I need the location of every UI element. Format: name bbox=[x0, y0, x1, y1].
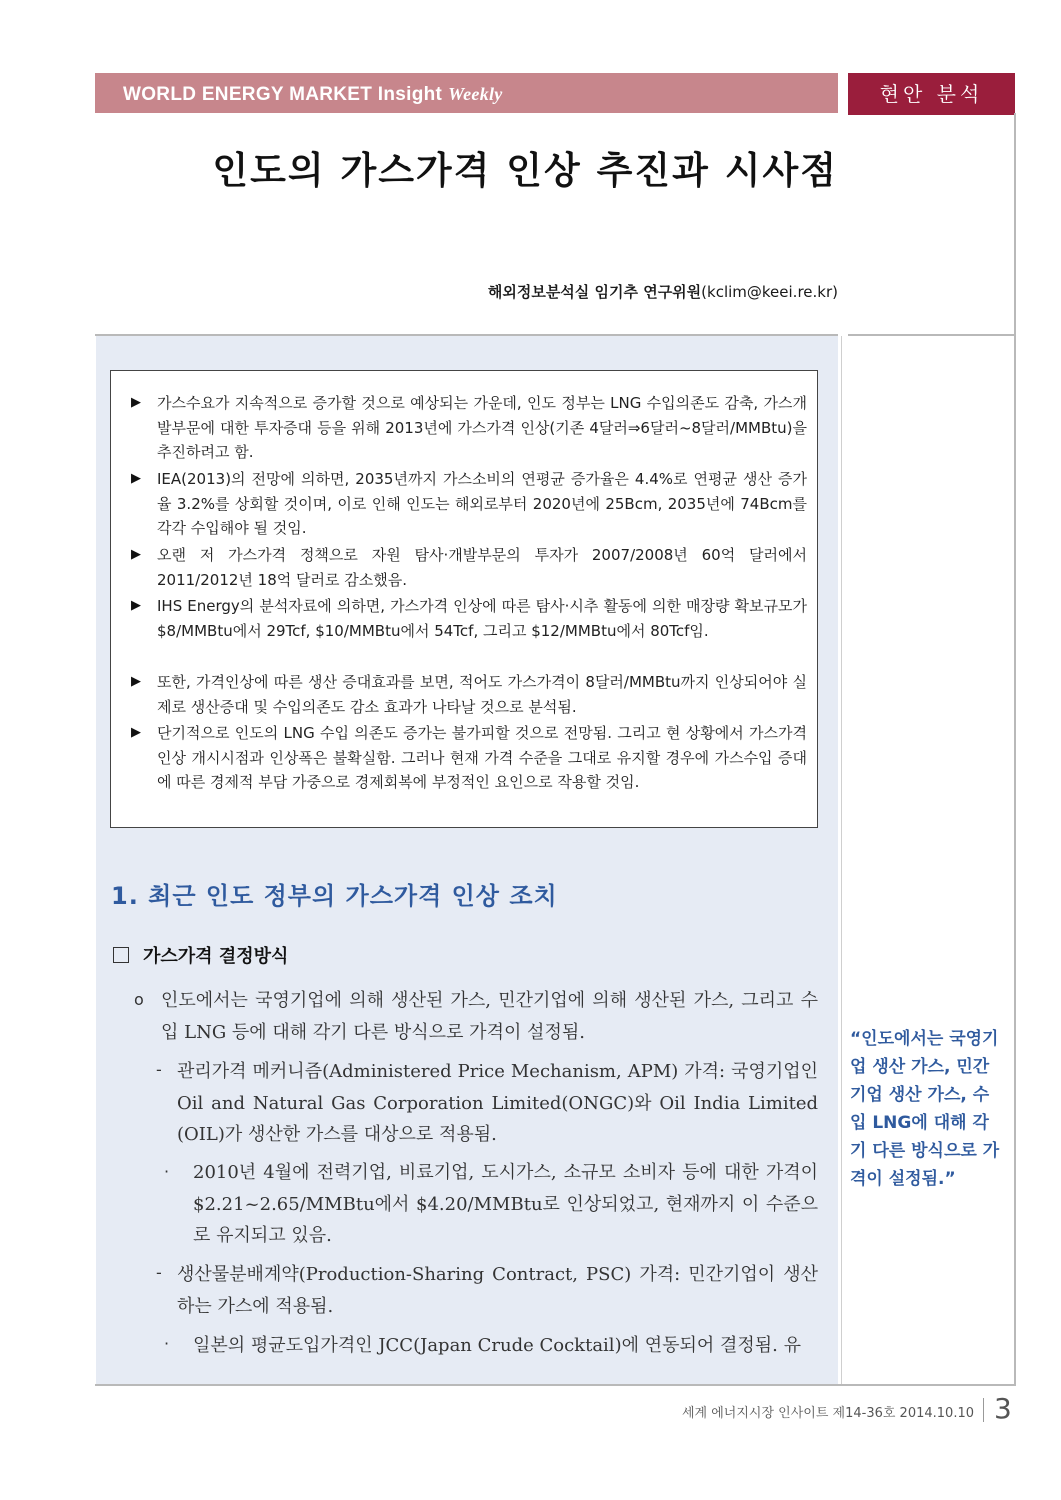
checkbox-square-icon bbox=[113, 947, 129, 963]
summary-item: ▶ IEA(2013)의 전망에 의하면, 2035년까지 가스소비의 연평균 증가율은 4.4%로 연평균 생산 증가율 3.2%를 상회할 것이며, 이로 인해 인도는 해외로부터 2020년에 25Bcm, 2035년에 74Bcm를 각각 수입해야 될 것임. bbox=[131, 467, 807, 541]
header-weekly: Weekly bbox=[448, 84, 503, 104]
paragraph-1: 인도에서는 국영기업에 의해 생산된 가스, 민간기업에 의해 생산된 가스, 그리고 수입 LNG 등에 대해 각기 다른 방식으로 가격이 설정됨. bbox=[161, 990, 818, 1043]
dot-bullet: · bbox=[164, 1162, 170, 1181]
paragraph-2: 관리가격 메커니즘(Administered Price Mechanism, APM) 가격: 국영기업인 Oil and Natural Gas Corporation Limited(ONGC)와 Oil India Limited (OIL)가 생산한 가스를 대상으로 적용됨. bbox=[177, 1061, 818, 1145]
paragraph-5: 일본의 평균도입가격인 JCC(Japan Crude Cocktail)에 연동되어 결정됨. 유 bbox=[193, 1335, 801, 1356]
divider-top-right bbox=[848, 334, 1016, 336]
summary-box bbox=[110, 370, 818, 828]
summary-item: ▶ 오랜 저 가스가격 정책으로 자원 탐사·개발부문의 투자가 2007/2008년 60억 달러에서 2011/2012년 18억 달러로 감소했음. bbox=[131, 543, 807, 592]
summary-item: ▶ 가스수요가 지속적으로 증가할 것으로 예상되는 가운데, 인도 정부는 LNG 수입의존도 감축, 가스개발부문에 대한 투자증대 등을 위해 2013년에 가스가격 인상(기존 4달러⇒6달러~8달러/MMBtu)을 추진하려고 함. bbox=[131, 391, 807, 465]
triangle-bullet-icon: ▶ bbox=[131, 395, 141, 410]
author-name: 해외정보분석실 임기추 연구위원 bbox=[487, 283, 702, 301]
subsection-heading: 가스가격 결정방식 bbox=[113, 942, 288, 968]
header-title: WORLD ENERGY MARKET Insight Weekly bbox=[123, 84, 503, 105]
dash-bullet: - bbox=[156, 1060, 162, 1079]
summary-item: ▶ 또한, 가격인상에 따른 생산 증대효과를 보면, 적어도 가스가격이 8달러/MMBtu까지 인상되어야 실제로 생산증대 및 수입의존도 감소 효과가 나타날 것으로 분석됨. bbox=[131, 670, 807, 719]
page-number: 3 bbox=[994, 1392, 1012, 1425]
section-heading: 1. 최근 인도 정부의 가스가격 인상 조치 bbox=[111, 882, 558, 910]
right-frame-line bbox=[1014, 113, 1016, 1385]
triangle-bullet-icon: ▶ bbox=[131, 598, 141, 613]
triangle-bullet-icon: ▶ bbox=[131, 674, 141, 689]
circle-bullet-icon: o bbox=[134, 990, 144, 1009]
divider-bottom bbox=[95, 1384, 1016, 1386]
column-separator bbox=[841, 336, 842, 1384]
page-title: 인도의 가스가격 인상 추진과 시사점 bbox=[212, 149, 838, 192]
footer-separator bbox=[983, 1398, 984, 1422]
author-email: (kclim@keei.re.kr) bbox=[701, 283, 838, 301]
triangle-bullet-icon: ▶ bbox=[131, 471, 141, 486]
triangle-bullet-icon: ▶ bbox=[131, 725, 141, 740]
pull-quote: “인도에서는 국영기업 생산 가스, 민간기업 생산 가스, 수입 LNG에 대해 각기 다른 방식으로 가격이 설정됨.” bbox=[850, 1029, 1000, 1189]
triangle-bullet-icon: ▶ bbox=[131, 547, 141, 562]
footer-issue: 세계 에너지시장 인사이트 제14-36호 2014.10.10 bbox=[682, 1406, 974, 1421]
section-tag: 현안 분석 bbox=[848, 73, 1015, 115]
author-line bbox=[96, 281, 838, 302]
summary-item: ▶ IHS Energy의 분석자료에 의하면, 가스가격 인상에 따른 탐사·시추 활동에 의한 매장량 확보규모가 $8/MMBtu에서 29Tcf, $10/MMBtu에서 54Tcf, 그리고 $12/MMBtu에서 80Tcf임. bbox=[131, 594, 807, 643]
paragraph-4: 생산물분배계약(Production-Sharing Contract, PSC) 가격: 민간기업이 생산하는 가스에 적용됨. bbox=[177, 1264, 818, 1317]
dash-bullet: - bbox=[156, 1263, 162, 1282]
dot-bullet: · bbox=[164, 1334, 170, 1353]
paragraph-3: 2010년 4월에 전력기업, 비료기업, 도시가스, 소규모 소비자 등에 대한 가격이 $2.21~2.65/MMBtu에서 $4.20/MMBtu로 인상되었고, 현재까지 이 수준으로 유지되고 있음. bbox=[193, 1162, 818, 1246]
summary-item: ▶ 단기적으로 인도의 LNG 수입 의존도 증가는 불가피할 것으로 전망됨. 그리고 현 상황에서 가스가격 인상 개시시점과 인상폭은 불확실함. 그러나 현재 가격 수준을 그대로 유지할 경우에 가스수입 증대에 따른 경제적 부담 가중으로 경제회복에 부정적인 요인으로 작용할 것임. bbox=[131, 721, 807, 795]
